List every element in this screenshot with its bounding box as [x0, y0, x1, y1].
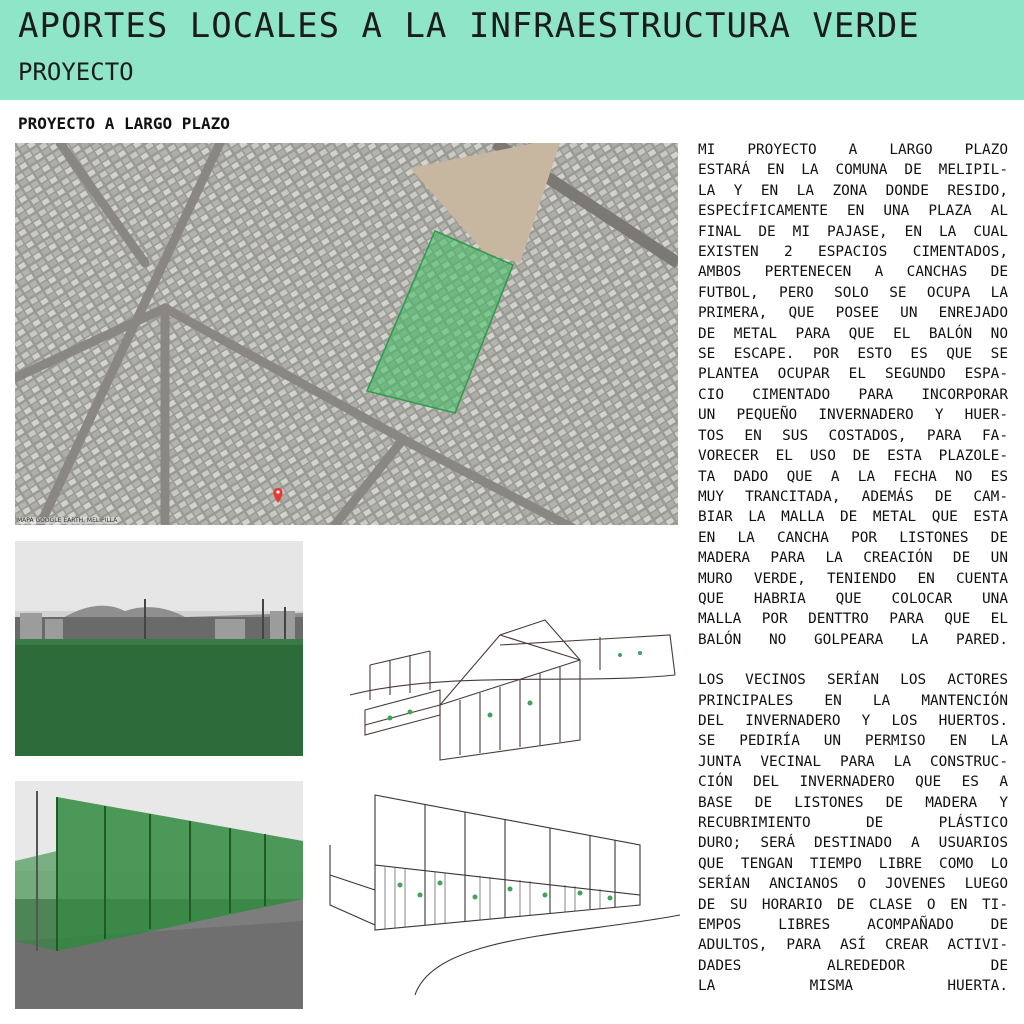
- text-line: ADULTOS, PARA ASÍ CREAR ACTIVI-: [698, 937, 1008, 954]
- text-line: PRINCIPALES EN LA MANTENCIÓN: [698, 692, 1008, 709]
- text-line: SE ESCAPE. POR ESTO ES QUE SE: [698, 346, 1008, 363]
- text-line: TOS EN SUS COSTADOS, PARA FA-: [698, 427, 1008, 444]
- text-line: DEL INVERNADERO Y LOS HUERTOS.: [698, 712, 1008, 729]
- text-line: VORECER EL USO DE ESTA PLAZOLE-: [698, 448, 1008, 465]
- text-line: EMPOS LIBRES ACOMPAÑADO DE: [698, 917, 1008, 934]
- text-line: EXISTEN 2 ESPACIOS CIMENTADOS,: [698, 244, 1008, 261]
- page-subtitle: PROYECTO: [18, 58, 134, 86]
- paragraph-2: [698, 670, 1008, 997]
- text-line: BASE DE LISTONES DE MADERA Y: [698, 794, 1008, 811]
- text-line: TA DADO QUE A LA FECHA NO ES: [698, 468, 1008, 485]
- text-line: LOS VECINOS SERÍAN LOS ACTORES: [698, 672, 1008, 689]
- text-line: DE METAL PARA QUE EL BALÓN NO: [698, 325, 1008, 342]
- field-photo: [15, 541, 303, 756]
- text-line: QUE TENGAN TIEMPO LIBRE COMO LO: [698, 855, 1008, 872]
- text-line: SERÍAN ANCIANOS O JOVENES LUEGO: [698, 876, 1008, 893]
- text-line: LA MISMA HUERTA.: [698, 978, 1008, 995]
- text-line: SE PEDIRÍA UN PERMISO EN LA: [698, 733, 1008, 750]
- text-line: QUE HABRIA QUE COLOCAR UNA: [698, 590, 1008, 607]
- greenhouse-sketch: [330, 575, 680, 765]
- project-description: [698, 140, 1008, 1017]
- text-line: FUTBOL, PERO SOLO SE OCUPA LA: [698, 284, 1008, 301]
- text-line: MADERA PARA LA CREACIÓN DE UN: [698, 550, 1008, 567]
- text-line: LA Y EN LA ZONA DONDE RESIDO,: [698, 182, 1008, 199]
- text-line: MUY TRANCITADA, ADEMÁS DE CAM-: [698, 488, 1008, 505]
- text-line: MURO VERDE, TENIENDO EN CUENTA: [698, 570, 1008, 587]
- text-line: EN LA CANCHA POR LISTONES DE: [698, 529, 1008, 546]
- satellite-map-image: [15, 143, 678, 525]
- text-line: BIAR LA MALLA DE METAL QUE ESTA: [698, 509, 1008, 526]
- text-line: PRIMERA, QUE POSEE UN ENREJADO: [698, 305, 1008, 322]
- text-line: CIO CIMENTADO PARA INCORPORAR: [698, 386, 1008, 403]
- text-line: MALLA POR DENTTRO PARA QUE EL: [698, 611, 1008, 628]
- paragraph-1: [698, 140, 1008, 650]
- text-line: DURO; SERÁ DESTINADO A USUARIOS: [698, 835, 1008, 852]
- text-line: ESPECÍFICAMENTE EN UNA PLAZA AL: [698, 203, 1008, 220]
- section-heading: PROYECTO A LARGO PLAZO: [18, 114, 230, 133]
- wood-wall-sketch: [325, 785, 685, 1010]
- page-title: APORTES LOCALES A LA INFRAESTRUCTURA VERDE: [18, 6, 920, 46]
- text-line: ESTARÁ EN LA COMUNA DE MELIPIL-: [698, 162, 1008, 179]
- text-line: MI PROYECTO A LARGO PLAZO: [698, 142, 1008, 158]
- text-line: AMBOS PERTENECEN A CANCHAS DE: [698, 264, 1008, 281]
- text-line: DE SU HORARIO DE CLASE O EN TI-: [698, 896, 1008, 913]
- text-line: FINAL DE MI PAJASE, EN LA CUAL: [698, 223, 1008, 240]
- text-line: DADES ALREDEDOR DE: [698, 957, 1008, 974]
- text-line: RECUBRIMIENTO DE PLÁSTICO: [698, 815, 1008, 831]
- title-banner: [0, 0, 1024, 100]
- mesh-wall-photo: [15, 781, 303, 1009]
- text-line: CIÓN DEL INVERNADERO QUE ES A: [698, 774, 1008, 791]
- text-line: BALÓN NO GOLPEARA LA PARED.: [698, 631, 1008, 648]
- text-line: JUNTA VECINAL PARA LA CONSTRUC-: [698, 753, 1008, 770]
- text-line: UN PEQUEÑO INVERNADERO Y HUER-: [698, 407, 1008, 424]
- map-credit: MAPA GOOGLE EARTH, MELIPILLA: [17, 517, 118, 524]
- text-line: PLANTEA OCUPAR EL SEGUNDO ESPA-: [698, 366, 1008, 383]
